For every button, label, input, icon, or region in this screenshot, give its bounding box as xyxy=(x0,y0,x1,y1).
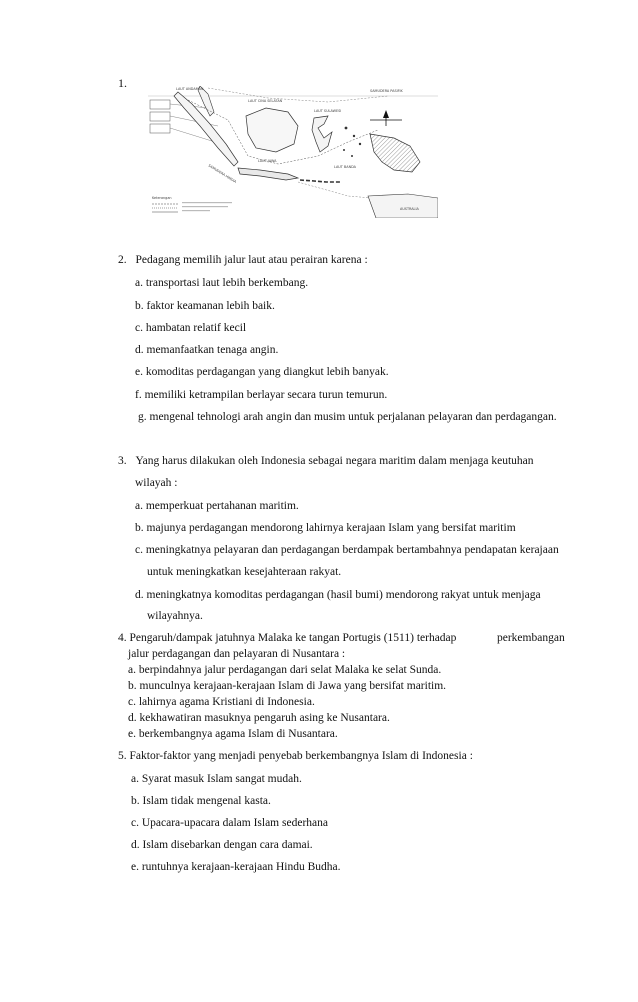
question-3-option-c-cont: untuk meningkatkan kesejahteraan rakyat. xyxy=(147,566,342,578)
question-4-option-e: e. berkembangnya agama Islam di Nusantara. xyxy=(128,728,338,740)
question-3-option-d-cont: wilayahnya. xyxy=(147,610,203,622)
question-4-text-line1: 4. Pengaruh/dampak jatuhnya Malaka ke tangan Portugis (1511) terhadap xyxy=(118,632,457,644)
sulawesi-shape xyxy=(312,116,332,152)
question-2-option-c: c. hambatan relatif kecil xyxy=(135,322,247,334)
question-2-option-b: b. faktor keamanan lebih baik. xyxy=(135,300,275,312)
map-label-south-china-sea: LAUT CINA SELATAN xyxy=(248,99,283,103)
map-legend-title: Keterangan xyxy=(152,196,172,200)
map-label-australia: AUSTRALIA xyxy=(400,207,419,211)
question-2-option-f: f. memiliki ketrampilan berlayar secara turun temurun. xyxy=(135,389,388,401)
question-2-option-g: g. mengenal tehnologi arah angin dan musim untuk perjalanan pelayaran dan perdagangan. xyxy=(138,411,557,423)
question-5-option-c: c. Upacara-upacara dalam Islam sederhana xyxy=(131,817,328,829)
map-illustration xyxy=(148,86,438,218)
question-5-option-a: a. Syarat masuk Islam sangat mudah. xyxy=(131,773,302,785)
map-label-indian: SAMUDERA HINDIA xyxy=(207,163,238,184)
map-legend-box-1 xyxy=(150,100,170,109)
question-2-text: Pedagang memilih jalur laut atau perairan karena : xyxy=(135,254,368,266)
question-3-text-line1: Yang harus dilakukan oleh Indonesia sebagai negara maritim dalam menjaga keutuhan xyxy=(135,455,534,467)
java-shape xyxy=(238,168,298,180)
question-4-option-c: c. lahirnya agama Kristiani di Indonesia. xyxy=(128,696,315,708)
question-3-option-b: b. majunya perdagangan mendorong lahirnya kerajaan Islam yang bersifat maritim xyxy=(135,522,516,534)
question-3-text-line2: wilayah : xyxy=(135,477,178,489)
question-2 xyxy=(118,254,368,266)
question-2-number: 2. xyxy=(118,254,127,266)
question-3 xyxy=(118,455,534,467)
question-3-option-d: d. meningkatnya komoditas perdagangan (hasil bumi) mendorong rakyat untuk menjaga xyxy=(135,589,541,601)
question-2-option-d: d. memanfaatkan tenaga angin. xyxy=(135,344,279,356)
question-2-option-a: a. transportasi laut lebih berkembang. xyxy=(135,277,309,289)
question-3-option-c: c. meningkatnya pelayaran dan perdagangan berdampak bertambahnya pendapatan kerajaan xyxy=(135,544,559,556)
question-4-text-line2: jalur perdagangan dan pelayaran di Nusantara : xyxy=(128,648,346,660)
question-2-option-e: e. komoditas perdagangan yang diangkut lebih banyak. xyxy=(135,366,389,378)
map-label-pacific: SAMUDERA PASIFIK xyxy=(370,89,403,93)
question-3-option-a: a. memperkuat pertahanan maritim. xyxy=(135,500,299,512)
kalimantan-shape xyxy=(246,108,298,152)
map-label-sulawesi-sea: LAUT SULAWESI xyxy=(314,109,342,113)
question-1-number: 1. xyxy=(118,76,127,90)
question-5-option-e: e. runtuhnya kerajaan-kerajaan Hindu Budha. xyxy=(131,861,341,873)
question-3-number: 3. xyxy=(118,455,127,467)
question-5-option-b: b. Islam tidak mengenal kasta. xyxy=(131,795,271,807)
question-4-option-d: d. kekhawatiran masuknya pengaruh asing ke Nusantara. xyxy=(128,712,390,724)
map-legend-box-3 xyxy=(150,124,170,133)
map-label-banda-sea: LAUT BANDA xyxy=(334,165,356,169)
question-4-option-b: b. munculnya kerajaan-kerajaan Islam di Jawa yang bersifat maritim. xyxy=(128,680,447,692)
question-4-option-a: a. berpindahnya jalur perdagangan dari selat Malaka ke selat Sunda. xyxy=(128,664,442,676)
question-4-text-line1-right: perkembangan xyxy=(497,632,565,644)
papua-shape xyxy=(370,134,420,172)
question-5-option-d: d. Islam disebarkan dengan cara damai. xyxy=(131,839,313,851)
compass-icon xyxy=(370,110,402,126)
australia-shape xyxy=(368,194,438,218)
question-5-text: 5. Faktor-faktor yang menjadi penyebab berkembangnya Islam di Indonesia : xyxy=(118,750,473,762)
map-label-java-sea: LAUT JAWA xyxy=(258,159,277,163)
trade-route-map xyxy=(148,86,438,218)
map-legend-box-2 xyxy=(150,112,170,121)
map-label-andaman: LAUT ANDAMAN xyxy=(176,87,204,91)
